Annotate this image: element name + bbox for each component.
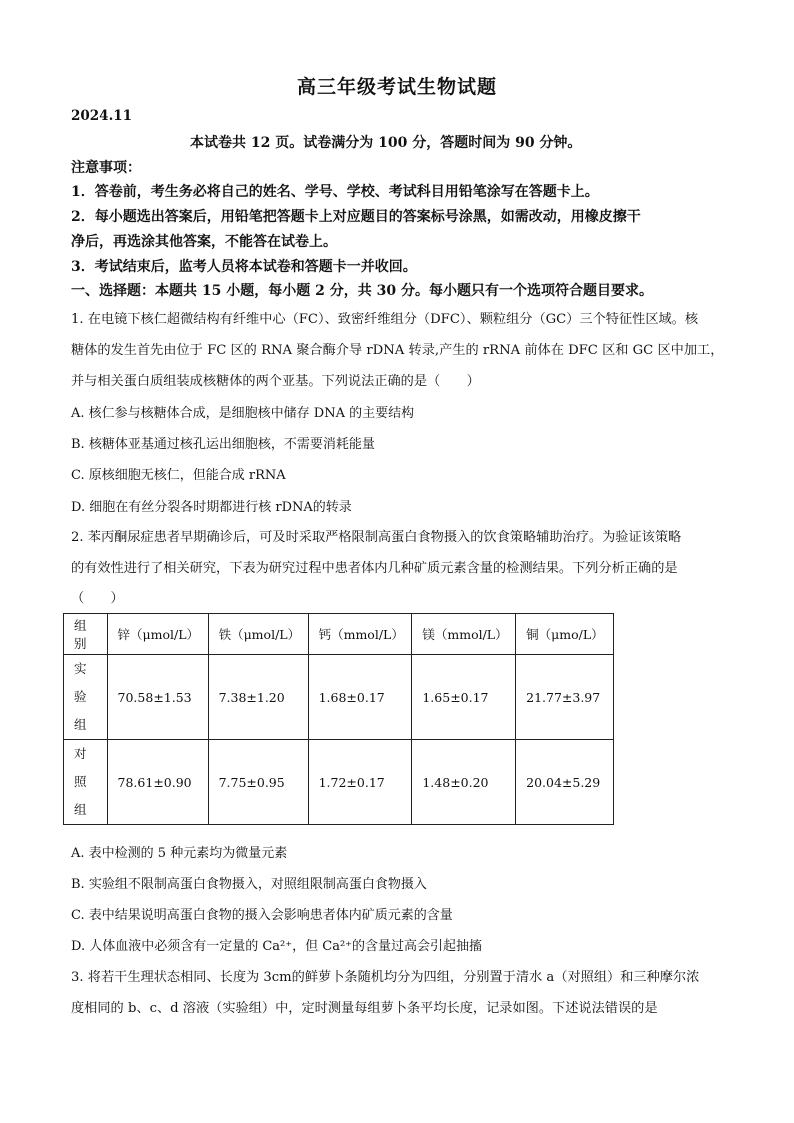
page-title: 高三年级考试生物试题 xyxy=(296,76,497,98)
header-copper: 铜（μmo/L） xyxy=(516,614,614,655)
group-label-line-2: 组 xyxy=(74,717,87,732)
table-cell: 20.04±5.29 xyxy=(516,740,614,825)
table-cell: 78.61±0.90 xyxy=(107,740,208,825)
group-label-line-2: 组 xyxy=(74,802,87,817)
group-label xyxy=(64,655,108,740)
q2-stem-line-1: 2. 苯丙酮尿症患者早期确诊后，可及时采取严格限制高蛋白食物摄入的饮食策略辅助治疗。为验证该策略 xyxy=(71,530,682,545)
note-2-line-1: 2．每小题选出答案后，用铅笔把答题卡上对应题目的答案标号涂黑，如需改动，用橡皮擦干 xyxy=(71,209,641,225)
header-magnesium: 镁（mmol/L） xyxy=(412,614,516,655)
table-row xyxy=(64,740,614,825)
q2-stem-line-3: （ ） xyxy=(71,591,124,606)
notes-heading: 注意事项： xyxy=(71,160,141,176)
table-header-row xyxy=(64,614,614,655)
q1-option-d: D. 细胞在有丝分裂各时期都进行核 rDNA的转录 xyxy=(71,500,352,515)
table-cell: 7.38±1.20 xyxy=(208,655,308,740)
table-row xyxy=(64,655,614,740)
header-iron: 铁（μmol/L） xyxy=(208,614,308,655)
q1-stem-line-3: 并与相关蛋白质组装成核糖体的两个亚基。下列说法正确的是（ ） xyxy=(71,374,480,389)
q2-option-b: B. 实验组不限制高蛋白食物摄入，对照组限制高蛋白食物摄入 xyxy=(71,877,427,892)
q1-stem-line-2: 糖体的发生首先由位于 FC 区的 RNA 聚合酶介导 rDNA 转录,产生的 rRNA 前体在 DFC 区和 GC 区中加工， xyxy=(71,343,724,358)
q2-option-d: D. 人体血液中必须含有一定量的 Ca²⁺，但 Ca²⁺的含量过高会引起抽搐 xyxy=(71,939,483,954)
table-cell: 1.68±0.17 xyxy=(308,655,412,740)
table-cell: 7.75±0.95 xyxy=(208,740,308,825)
q2-option-a: A. 表中检测的 5 种元素均为微量元素 xyxy=(71,846,288,861)
note-2-line-2: 净后，再选涂其他答案，不能答在试卷上。 xyxy=(71,234,337,250)
header-group: 组别 xyxy=(64,614,108,655)
table-cell: 21.77±3.97 xyxy=(516,655,614,740)
exam-info: 本试卷共 12 页。试卷满分为 100 分，答题时间为 90 分钟。 xyxy=(190,135,582,151)
note-1: 1．答卷前，考生务必将自己的姓名、学号、学校、考试科目用铅笔涂写在答题卡上。 xyxy=(71,184,599,200)
header-zinc: 锌（μmol/L） xyxy=(107,614,208,655)
q3-stem-line-1: 3. 将若干生理状态相同、长度为 3cm的鲜萝卜条随机均分为四组，分别置于清水 a（对照组）和三种摩尔浓 xyxy=(71,970,700,985)
header-calcium: 钙（mmol/L） xyxy=(308,614,412,655)
table-cell: 70.58±1.53 xyxy=(107,655,208,740)
q1-stem-line-1: 1. 在电镜下核仁超微结构有纤维中心（FC）、致密纤维组分（DFC）、颗粒组分（GC）三个特征性区域。核 xyxy=(71,312,699,327)
table-cell: 1.48±0.20 xyxy=(412,740,516,825)
q1-option-c: C. 原核细胞无核仁，但能合成 rRNA xyxy=(71,468,286,483)
q2-option-c: C. 表中结果说明高蛋白食物的摄入会影响患者体内矿质元素的含量 xyxy=(71,908,453,923)
q3-stem-line-2: 度相同的 b、c、d 溶液（实验组）中，定时测量每组萝卜条平均长度，记录如图。下述说法错误的是 xyxy=(71,1001,658,1016)
q1-option-a: A. 核仁参与核糖体合成，是细胞核中储存 DNA 的主要结构 xyxy=(71,406,415,421)
mineral-table xyxy=(63,613,614,825)
group-label-line-1: 对照 xyxy=(74,746,87,789)
table-cell: 1.72±0.17 xyxy=(308,740,412,825)
group-label-line-1: 实验 xyxy=(74,661,87,704)
q2-stem-line-2: 的有效性进行了相关研究，下表为研究过程中患者体内几种矿质元素含量的检测结果。下列分析正确的是 xyxy=(71,561,678,576)
q1-option-b: B. 核糖体亚基通过核孔运出细胞核，不需要消耗能量 xyxy=(71,437,375,452)
group-label xyxy=(64,740,108,825)
note-3: 3．考试结束后，监考人员将本试卷和答题卡一并收回。 xyxy=(71,259,417,275)
table-cell: 1.65±0.17 xyxy=(412,655,516,740)
section-heading: 一、选择题：本题共 15 小题，每小题 2 分，共 30 分。每小题只有一个选项符合题目要求。 xyxy=(71,283,653,299)
exam-date: 2024.11 xyxy=(71,108,133,124)
